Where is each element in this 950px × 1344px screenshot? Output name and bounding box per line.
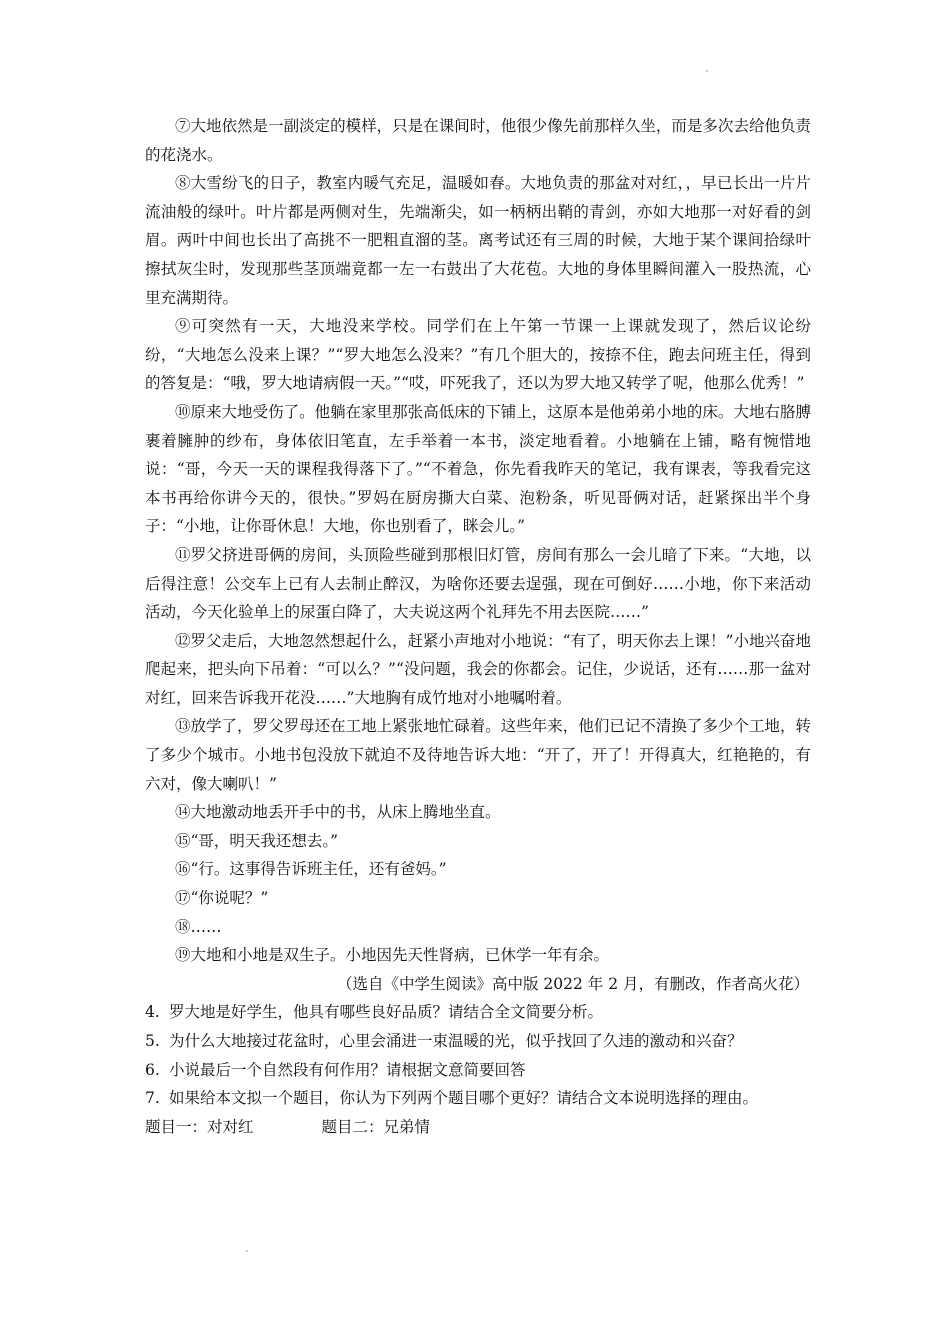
question-5 xyxy=(145,1027,811,1056)
title-option-1: 题目一：对对红 xyxy=(145,1117,254,1136)
question-7 xyxy=(145,1084,811,1113)
title-options xyxy=(145,1113,811,1142)
paragraph-8: ⑧大雪纷飞的日子，教室内暖气充足，温暖如春。大地负责的那盆对对红，，早已长出一片片流油般的绿叶。叶片都是两侧对生，先端渐尖，如一柄柄出鞘的青剑，亦如大地那一对好看的剑眉。两叶中间也长出了高挑不一肥粗直溜的茎。离考试还有三周的时候，大地于某个课间拾绿叶擦拭灰尘时，发现那些茎顶端竟都一左一右鼓出了大花苞。大地的身体里瞬间灌入一股热流，心里充满期待。 xyxy=(145,174,811,307)
question-text: 罗大地是好学生，他具有哪些良好品质？请结合全文简要分析。 xyxy=(169,1003,604,1022)
question-number: 5. xyxy=(145,1032,160,1050)
question-text: 为什么大地接过花盆时，心里会涌进一束温暖的光，似乎找回了久违的激动和兴奋？ xyxy=(169,1032,743,1050)
speck-mark xyxy=(246,1250,248,1252)
paragraph-16: ⑯“行。这事得告诉班主任，还有爸妈。” xyxy=(175,860,447,879)
paragraph-12: ⑫罗父走后，大地忽然想起什么，赶紧小声地对小地说：“有了，明天你去上课！”小地兴奋地爬起来，把头向下吊着：“可以么？”“没问题，我会的你都会。记住，少说话，还有……那一盆对对红，回来告诉我开花没……”大地胸有成竹地对小地嘱咐着。 xyxy=(145,631,811,707)
source-citation: （选自《中学生阅读》高中版 2022 年 2 月，有删改，作者高火花） xyxy=(336,974,809,993)
paragraph-19: ⑲大地和小地是双生子。小地因先天性肾病，已休学一年有余。 xyxy=(175,946,610,965)
speck-mark xyxy=(706,70,708,72)
question-number: 4. xyxy=(145,1003,160,1022)
paragraph-14: ⑭大地激动地丢开手中的书，从床上腾地坐直。 xyxy=(175,803,501,822)
paragraph-9: ⑨可突然有一天，大地没来学校。同学们在上午第一节课一上课就发现了，然后议论纷纷，“大地怎么没来上课？”“罗大地怎么没来？”有几个胆大的，按捺不住，跑去问班主任，得到的答复是：“哦，罗大地请病假一天。”“哎，吓死我了，还以为罗大地又转学了呢，他那么优秀！” xyxy=(145,317,811,393)
question-number: 7. xyxy=(145,1089,160,1108)
question-4 xyxy=(145,998,811,1027)
question-list xyxy=(145,998,811,1141)
question-text: 小说最后一个自然段有何作用？请根据文意简要回答 xyxy=(169,1060,526,1079)
paragraph-15: ⑮“哥，明天我还想去。” xyxy=(175,831,339,850)
paragraph-7: ⑦大地依然是一副淡定的模样，只是在课间时，他很少像先前那样久坐，而是多次去给他负责的花浇水。 xyxy=(145,117,811,164)
article-body xyxy=(145,112,811,1141)
question-number: 6. xyxy=(145,1060,160,1079)
question-6 xyxy=(145,1056,811,1085)
question-text: 如果给本文拟一个题目，你认为下列两个题目哪个更好？请结合文本说明选择的理由。 xyxy=(169,1089,759,1108)
paragraph-18: ⑱…… xyxy=(175,917,222,936)
title-option-2: 题目二：兄弟情 xyxy=(321,1117,431,1136)
paragraph-11: ⑪罗父挤进哥俩的房间，头顶险些碰到那根旧灯管，房间有那么一会儿暗了下来。“大地，以后得注意！公交车上已有人去制止醉汉，为啥你还要去逞强，现在可倒好……小地，你下来活动活动，今天化验单上的尿蛋白降了，大夫说这两个礼拜先不用去医院……” xyxy=(145,545,811,622)
paragraph-10: ⑩原来大地受伤了。他躺在家里那张高低床的下铺上，这原本是他弟弟小地的床。大地右胳膊裹着臃肿的纱布，身体依旧笔直，左手举着一本书，淡定地看着。小地躺在上铺，略有惋惜地说：“哥，今天一天的课程我得落下了。”“不着急，你先看我昨天的笔记，我有课表，等我看完这本书再给你讲今天的，很快。”罗妈在厨房撕大白菜、泡粉条，听见哥俩对话，赶紧探出半个身子：“小地，让你哥休息！大地，你也别看了，眯会儿。” xyxy=(145,402,811,536)
paragraph-17: ⑰“你说呢？” xyxy=(175,889,269,908)
paragraph-13: ⑬放学了，罗父罗母还在工地上紧张地忙碌着。这些年来，他们已记不清换了多少个工地，转了多少个城市。小地书包没放下就迫不及待地告诉大地：“开了，开了！开得真大，红艳艳的，有六对，像大喇叭！” xyxy=(145,717,811,793)
